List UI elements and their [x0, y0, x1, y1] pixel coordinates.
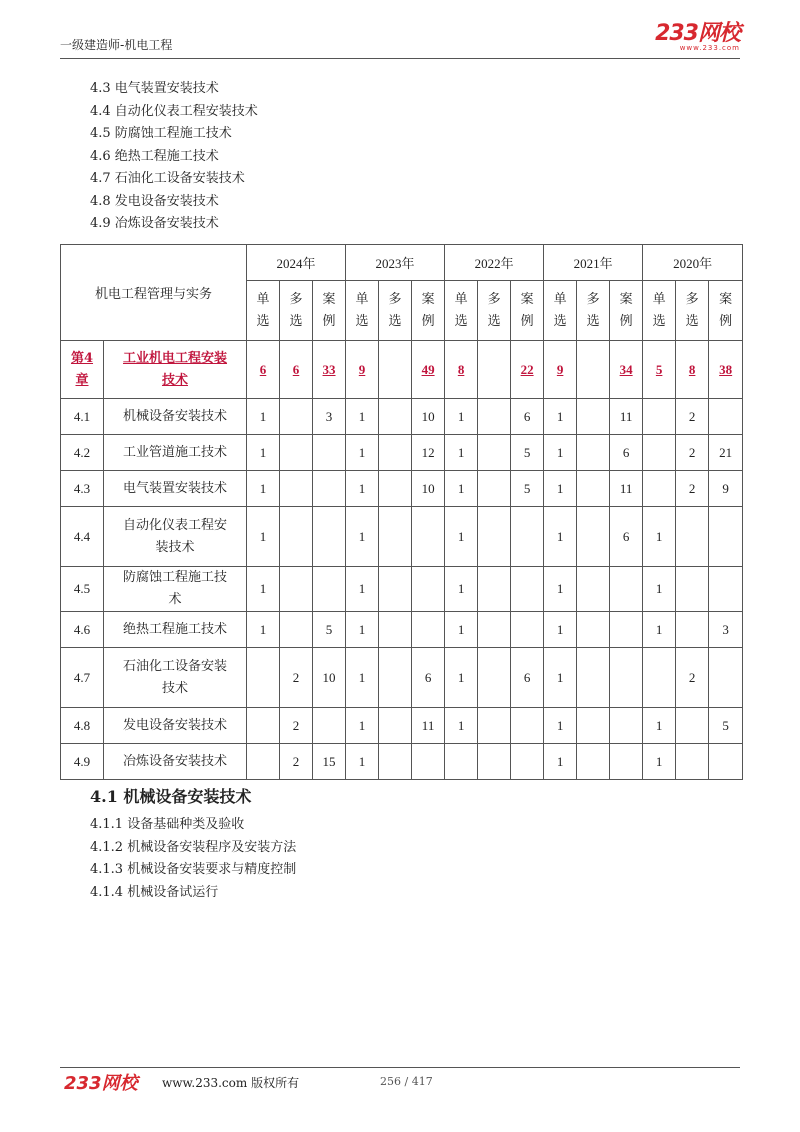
chapter-name	[104, 341, 247, 399]
row-name-cell	[104, 612, 247, 648]
row-value	[610, 567, 643, 612]
row-value: 11	[412, 708, 445, 744]
chapter-value-cell	[577, 341, 610, 399]
question-type-header	[445, 281, 478, 341]
toc-item: 4.7 石油化工设备安装技术	[90, 171, 245, 186]
row-value	[379, 399, 412, 435]
table-row	[61, 648, 743, 708]
chapter-value-cell	[511, 341, 544, 399]
question-type-header	[544, 281, 577, 341]
row-value: 1	[346, 744, 379, 780]
row-value	[379, 435, 412, 471]
row-number: 4.7	[61, 648, 104, 708]
row-value	[247, 648, 280, 708]
row-value: 2	[676, 399, 709, 435]
question-type-label: 单选	[355, 291, 369, 329]
row-value: 1	[544, 399, 577, 435]
row-value: 9	[709, 471, 743, 507]
row-value: 1	[544, 567, 577, 612]
row-value	[379, 708, 412, 744]
row-value	[478, 612, 511, 648]
row-value: 1	[544, 648, 577, 708]
chapter-value: 33	[322, 361, 336, 377]
footer-logo: 233网校	[64, 1073, 138, 1094]
row-value	[643, 648, 676, 708]
chapter-value: 9	[358, 361, 366, 377]
row-name: 电气装置安装技术	[123, 480, 228, 496]
row-value: 2	[676, 471, 709, 507]
row-number: 4.8	[61, 708, 104, 744]
row-value: 1	[247, 612, 280, 648]
row-value	[478, 708, 511, 744]
row-value: 1	[445, 648, 478, 708]
row-value	[511, 567, 544, 612]
chapter-value-cell	[676, 341, 709, 399]
page-header	[60, 21, 740, 56]
chapter-number-text: 第4章	[70, 350, 94, 388]
row-value	[709, 567, 743, 612]
question-type-label: 多选	[289, 291, 303, 329]
logo-url: www.233.com	[679, 44, 740, 52]
question-type-header	[313, 281, 346, 341]
row-value	[511, 744, 544, 780]
row-name: 石油化工设备安装技术	[123, 658, 228, 696]
row-number: 4.2	[61, 435, 104, 471]
subsection-item: 4.1.2 机械设备安装程序及安装方法	[90, 839, 297, 855]
row-value	[709, 744, 743, 780]
table-row	[61, 507, 743, 567]
row-name-cell	[104, 507, 247, 567]
row-value	[577, 399, 610, 435]
question-type-header	[412, 281, 445, 341]
row-value	[577, 471, 610, 507]
row-value	[478, 471, 511, 507]
row-value	[676, 567, 709, 612]
chapter-value-cell	[280, 341, 313, 399]
row-number: 4.9	[61, 744, 104, 780]
row-value: 1	[643, 744, 676, 780]
question-type-label: 单选	[454, 291, 468, 329]
question-type-label: 单选	[256, 291, 270, 329]
subsection-item: 4.1.3 机械设备安装要求与精度控制	[90, 862, 297, 877]
row-value	[676, 708, 709, 744]
chapter-value: 38	[719, 361, 733, 377]
row-value: 10	[412, 471, 445, 507]
row-value	[709, 507, 743, 567]
row-value	[610, 708, 643, 744]
row-value	[379, 471, 412, 507]
row-value	[577, 567, 610, 612]
year-header-row	[61, 245, 743, 281]
chapter-value-cell	[412, 341, 445, 399]
chapter-value-cell	[247, 341, 280, 399]
toc-item: 4.9 冶炼设备安装技术	[90, 216, 219, 231]
row-value	[247, 708, 280, 744]
question-type-label: 案例	[719, 291, 733, 329]
chapter-value: 9	[556, 361, 564, 377]
question-type-header	[346, 281, 379, 341]
row-value: 1	[247, 399, 280, 435]
row-value	[577, 744, 610, 780]
row-value: 1	[643, 507, 676, 567]
chapter-value: 6	[259, 361, 267, 377]
row-name: 发电设备安装技术	[123, 717, 228, 733]
year-header: 2021年	[544, 245, 643, 281]
row-value: 1	[544, 507, 577, 567]
footer-divider	[60, 1067, 740, 1068]
row-value: 10	[313, 648, 346, 708]
row-name: 防腐蚀工程施工技术	[123, 570, 228, 607]
row-value: 1	[544, 471, 577, 507]
row-value	[280, 507, 313, 567]
toc-list	[90, 78, 258, 236]
row-name-cell	[104, 399, 247, 435]
row-value	[280, 567, 313, 612]
row-value: 1	[643, 612, 676, 648]
question-type-header	[247, 281, 280, 341]
row-value: 1	[445, 471, 478, 507]
row-value	[610, 744, 643, 780]
row-name-cell	[104, 708, 247, 744]
row-value	[610, 648, 643, 708]
subsection-list	[90, 814, 296, 904]
toc-item: 4.8 发电设备安装技术	[90, 193, 219, 209]
row-value: 12	[412, 435, 445, 471]
row-value: 1	[247, 567, 280, 612]
row-value	[511, 612, 544, 648]
subsection-item: 4.1.4 机械设备试运行	[90, 884, 219, 900]
row-value	[478, 507, 511, 567]
question-type-label: 单选	[652, 291, 666, 329]
corner-label: 机电工程管理与实务	[61, 245, 247, 341]
row-value	[313, 708, 346, 744]
row-value	[643, 435, 676, 471]
row-name: 机械设备安装技术	[123, 408, 228, 424]
row-value	[412, 567, 445, 612]
row-value: 2	[280, 648, 313, 708]
row-value	[478, 399, 511, 435]
row-value: 6	[610, 435, 643, 471]
row-value: 6	[511, 648, 544, 708]
chapter-value-cell	[346, 341, 379, 399]
chapter-value: 5	[655, 361, 663, 377]
toc-item: 4.6 绝热工程施工技术	[90, 148, 219, 164]
row-name: 自动化仪表工程安装技术	[123, 517, 228, 555]
chapter-value-cell	[313, 341, 346, 399]
row-value: 15	[313, 744, 346, 780]
row-value	[577, 507, 610, 567]
row-value: 5	[511, 471, 544, 507]
chapter-value-cell	[610, 341, 643, 399]
row-value	[511, 507, 544, 567]
question-type-header	[610, 281, 643, 341]
chapter-value-cell	[445, 341, 478, 399]
row-value	[577, 648, 610, 708]
table-row	[61, 567, 743, 612]
row-value: 1	[346, 471, 379, 507]
subsection-item: 4.1.1 设备基础种类及验收	[90, 817, 245, 832]
year-header: 2020年	[643, 245, 743, 281]
year-header: 2024年	[247, 245, 346, 281]
row-name: 绝热工程施工技术	[123, 621, 228, 637]
question-type-label: 多选	[586, 291, 600, 329]
chapter-value: 8	[457, 361, 465, 377]
toc-item: 4.5 防腐蚀工程施工技术	[90, 126, 232, 141]
row-value	[709, 648, 743, 708]
logo-text: 233网校	[655, 21, 740, 46]
row-number: 4.5	[61, 567, 104, 612]
row-value	[379, 612, 412, 648]
row-value: 2	[280, 708, 313, 744]
row-value	[313, 435, 346, 471]
row-value	[280, 399, 313, 435]
chapter-value: 8	[688, 361, 696, 377]
table-row	[61, 435, 743, 471]
question-type-label: 案例	[619, 291, 633, 329]
row-value	[478, 744, 511, 780]
row-name-cell	[104, 435, 247, 471]
row-value	[379, 567, 412, 612]
row-number: 4.4	[61, 507, 104, 567]
row-name: 工业管道施工技术	[123, 444, 228, 460]
row-value: 2	[280, 744, 313, 780]
question-type-label: 多选	[487, 291, 501, 329]
year-header: 2023年	[346, 245, 445, 281]
row-number: 4.6	[61, 612, 104, 648]
row-value	[511, 708, 544, 744]
chapter-value-cell	[478, 341, 511, 399]
chapter-value-cell	[379, 341, 412, 399]
row-value: 3	[313, 399, 346, 435]
question-type-label: 案例	[322, 291, 336, 329]
question-type-label: 单选	[553, 291, 567, 329]
row-number: 4.1	[61, 399, 104, 435]
row-value	[313, 471, 346, 507]
question-type-header	[709, 281, 743, 341]
row-value	[412, 744, 445, 780]
row-value	[709, 399, 743, 435]
question-type-header	[643, 281, 676, 341]
row-value	[280, 471, 313, 507]
row-value	[577, 435, 610, 471]
question-type-header	[379, 281, 412, 341]
row-value	[379, 744, 412, 780]
question-type-label: 多选	[388, 291, 402, 329]
row-value: 1	[346, 435, 379, 471]
question-type-label: 多选	[685, 291, 699, 329]
table-row	[61, 471, 743, 507]
row-value: 1	[445, 435, 478, 471]
question-type-header	[280, 281, 313, 341]
row-value	[247, 744, 280, 780]
row-value	[280, 612, 313, 648]
table-row	[61, 744, 743, 780]
footer-copyright: www.233.com 版权所有	[162, 1076, 300, 1090]
row-value	[610, 612, 643, 648]
toc-item: 4.3 电气装置安装技术	[90, 81, 219, 96]
header-title: 一级建造师-机电工程	[60, 38, 173, 52]
row-value: 1	[544, 435, 577, 471]
row-value	[643, 471, 676, 507]
row-value: 2	[676, 648, 709, 708]
row-name: 冶炼设备安装技术	[123, 753, 228, 769]
question-type-header	[676, 281, 709, 341]
row-name-cell	[104, 471, 247, 507]
table-row	[61, 612, 743, 648]
exam-stats-table	[60, 244, 743, 780]
row-value: 1	[346, 399, 379, 435]
row-value: 1	[346, 708, 379, 744]
row-name-cell	[104, 744, 247, 780]
brand-logo	[655, 22, 740, 52]
row-value	[676, 744, 709, 780]
row-value: 1	[544, 708, 577, 744]
row-value: 1	[346, 648, 379, 708]
row-value: 21	[709, 435, 743, 471]
row-value: 1	[346, 567, 379, 612]
question-type-label: 案例	[421, 291, 435, 329]
row-value: 5	[511, 435, 544, 471]
row-value	[280, 435, 313, 471]
row-value: 10	[412, 399, 445, 435]
row-value: 1	[346, 612, 379, 648]
question-type-header	[577, 281, 610, 341]
question-type-header	[511, 281, 544, 341]
chapter-value: 22	[520, 361, 534, 377]
question-type-header	[478, 281, 511, 341]
row-value	[379, 507, 412, 567]
row-value: 1	[445, 612, 478, 648]
row-value: 1	[544, 744, 577, 780]
chapter-value: 49	[421, 361, 435, 377]
row-value: 1	[544, 612, 577, 648]
row-value: 5	[313, 612, 346, 648]
row-value	[478, 567, 511, 612]
row-value: 6	[511, 399, 544, 435]
chapter-value-cell	[709, 341, 743, 399]
row-value	[676, 507, 709, 567]
chapter-name-text: 工业机电工程安装技术	[123, 350, 228, 388]
row-value	[379, 648, 412, 708]
row-number: 4.3	[61, 471, 104, 507]
year-header: 2022年	[445, 245, 544, 281]
row-value: 5	[709, 708, 743, 744]
row-value	[643, 399, 676, 435]
row-value: 1	[643, 708, 676, 744]
page-number: 256 / 417	[380, 1075, 433, 1088]
row-value: 1	[247, 507, 280, 567]
chapter-value-cell	[544, 341, 577, 399]
row-value: 6	[412, 648, 445, 708]
chapter-value: 6	[292, 361, 300, 377]
chapter-value: 34	[619, 361, 633, 377]
question-type-label: 案例	[520, 291, 534, 329]
section-title: 4.1 机械设备安装技术	[90, 787, 252, 806]
table-row	[61, 708, 743, 744]
row-value: 1	[346, 507, 379, 567]
row-name-cell	[104, 567, 247, 612]
row-value	[577, 708, 610, 744]
row-value: 1	[247, 471, 280, 507]
row-value: 2	[676, 435, 709, 471]
row-value	[478, 648, 511, 708]
toc-item: 4.4 自动化仪表工程安装技术	[90, 103, 258, 119]
row-value	[412, 612, 445, 648]
row-value	[676, 612, 709, 648]
row-value: 1	[445, 399, 478, 435]
row-name-cell	[104, 648, 247, 708]
row-value: 11	[610, 471, 643, 507]
row-value	[313, 567, 346, 612]
chapter-row	[61, 341, 743, 399]
row-value	[478, 435, 511, 471]
row-value	[313, 507, 346, 567]
table-row	[61, 399, 743, 435]
row-value	[412, 507, 445, 567]
row-value: 1	[643, 567, 676, 612]
row-value	[445, 744, 478, 780]
row-value	[577, 612, 610, 648]
row-value: 6	[610, 507, 643, 567]
row-value: 3	[709, 612, 743, 648]
row-value: 1	[445, 708, 478, 744]
row-value: 1	[247, 435, 280, 471]
row-value: 11	[610, 399, 643, 435]
row-value: 1	[445, 567, 478, 612]
chapter-value-cell	[643, 341, 676, 399]
chapter-number	[61, 341, 104, 399]
row-value: 1	[445, 507, 478, 567]
header-divider	[60, 58, 740, 59]
